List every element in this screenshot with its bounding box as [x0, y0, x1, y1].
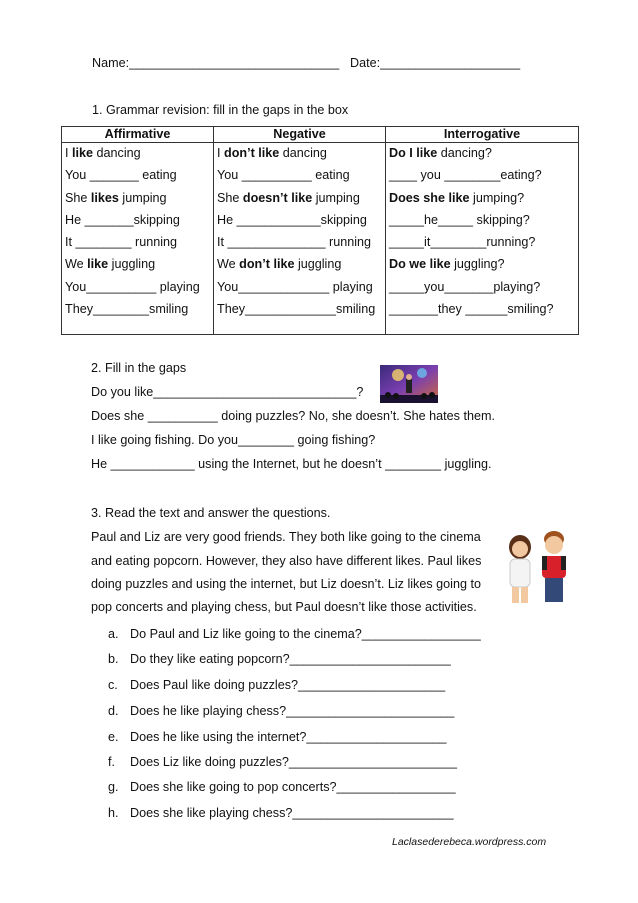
paul-and-liz-illustration — [498, 527, 578, 607]
question-item: e. Does he like using the internet?____________________ — [108, 730, 447, 744]
header-negative: Negative — [214, 127, 386, 143]
negative-sentence: He ____________skipping — [217, 212, 367, 227]
reading-text-line: doing puzzles and using the internet, but Liz doesn’t. Liz likes going to — [91, 577, 481, 591]
affirmative-sentence: I like dancing — [65, 146, 141, 160]
section1-title: 1. Grammar revision: fill in the gaps in the box — [92, 103, 349, 117]
affirmative-sentence: She likes jumping — [65, 190, 167, 205]
fill-gap-line: He ____________ using the Internet, but he doesn’t ________ juggling. — [91, 457, 492, 471]
interrogative-sentence: _____it________running? — [389, 235, 536, 250]
interrogative-sentence: _____he_____ skipping? — [389, 212, 530, 227]
affirmative-sentence: We like juggling — [65, 257, 156, 272]
section3-title: 3. Read the text and answer the questions. — [91, 506, 331, 520]
negative-column — [214, 143, 386, 335]
interrogative-sentence: Do we like juggling? — [389, 257, 505, 272]
interrogative-sentence: _______they ______smiling? — [389, 302, 554, 317]
question-item: b. Do they like eating popcorn?_______________________ — [108, 652, 451, 666]
negative-sentence: You __________ eating — [217, 168, 350, 183]
negative-sentence: It ______________ running — [217, 235, 372, 250]
negative-sentence: She doesn’t like jumping — [217, 190, 360, 205]
question-item: h. Does she like playing chess?_______________________ — [108, 806, 454, 820]
reading-text-line: and eating popcorn. However, they also have different likes. Paul likes — [91, 554, 482, 568]
grammar-table — [61, 126, 579, 335]
fill-gap-line: Do you like_____________________________? — [91, 385, 364, 399]
header-interrogative: Interrogative — [386, 127, 579, 143]
question-item: g. Does she like going to pop concerts?_________________ — [108, 780, 456, 794]
date-field-line: Date:____________________ — [350, 56, 521, 70]
interrogative-column — [386, 143, 579, 335]
fill-gap-line: I like going fishing. Do you________ going fishing? — [91, 433, 376, 447]
name-field-line: Name:______________________________ — [92, 56, 340, 70]
affirmative-sentence: It ________ running — [65, 235, 178, 250]
fill-gap-line: Does she __________ doing puzzles? No, she doesn’t. She hates them. — [91, 409, 495, 423]
negative-sentence: I don’t like dancing — [217, 146, 327, 160]
footer-credit: Laclasederebeca.wordpress.com — [392, 836, 547, 848]
negative-sentence: You_____________ playing — [217, 279, 373, 294]
reading-text-line: Paul and Liz are very good friends. They both like going to the cinema — [91, 530, 481, 544]
concert-image — [380, 365, 438, 403]
affirmative-column — [62, 143, 214, 335]
interrogative-sentence: _____you_______playing? — [389, 279, 541, 294]
affirmative-sentence: He _______skipping — [65, 212, 180, 227]
interrogative-sentence: ____ you ________eating? — [389, 168, 542, 183]
section2-title: 2. Fill in the gaps — [91, 361, 187, 375]
affirmative-sentence: They________smiling — [65, 302, 189, 317]
interrogative-sentence: Does she like jumping? — [389, 190, 525, 205]
negative-sentence: We don’t like juggling — [217, 257, 342, 272]
question-item: a. Do Paul and Liz like going to the cinema?_________________ — [108, 627, 481, 641]
question-item: c. Does Paul like doing puzzles?_____________________ — [108, 678, 446, 692]
question-item: f. Does Liz like doing puzzles?________________________ — [108, 755, 458, 769]
affirmative-sentence: You__________ playing — [65, 279, 200, 294]
question-item: d. Does he like playing chess?________________________ — [108, 704, 455, 718]
affirmative-sentence: You _______ eating — [65, 168, 177, 183]
header-affirmative: Affirmative — [62, 127, 214, 143]
negative-sentence: They_____________smiling — [217, 302, 376, 317]
reading-text-line: pop concerts and playing chess, but Paul doesn’t like those activities. — [91, 600, 477, 614]
interrogative-sentence: Do I like dancing? — [389, 146, 492, 160]
